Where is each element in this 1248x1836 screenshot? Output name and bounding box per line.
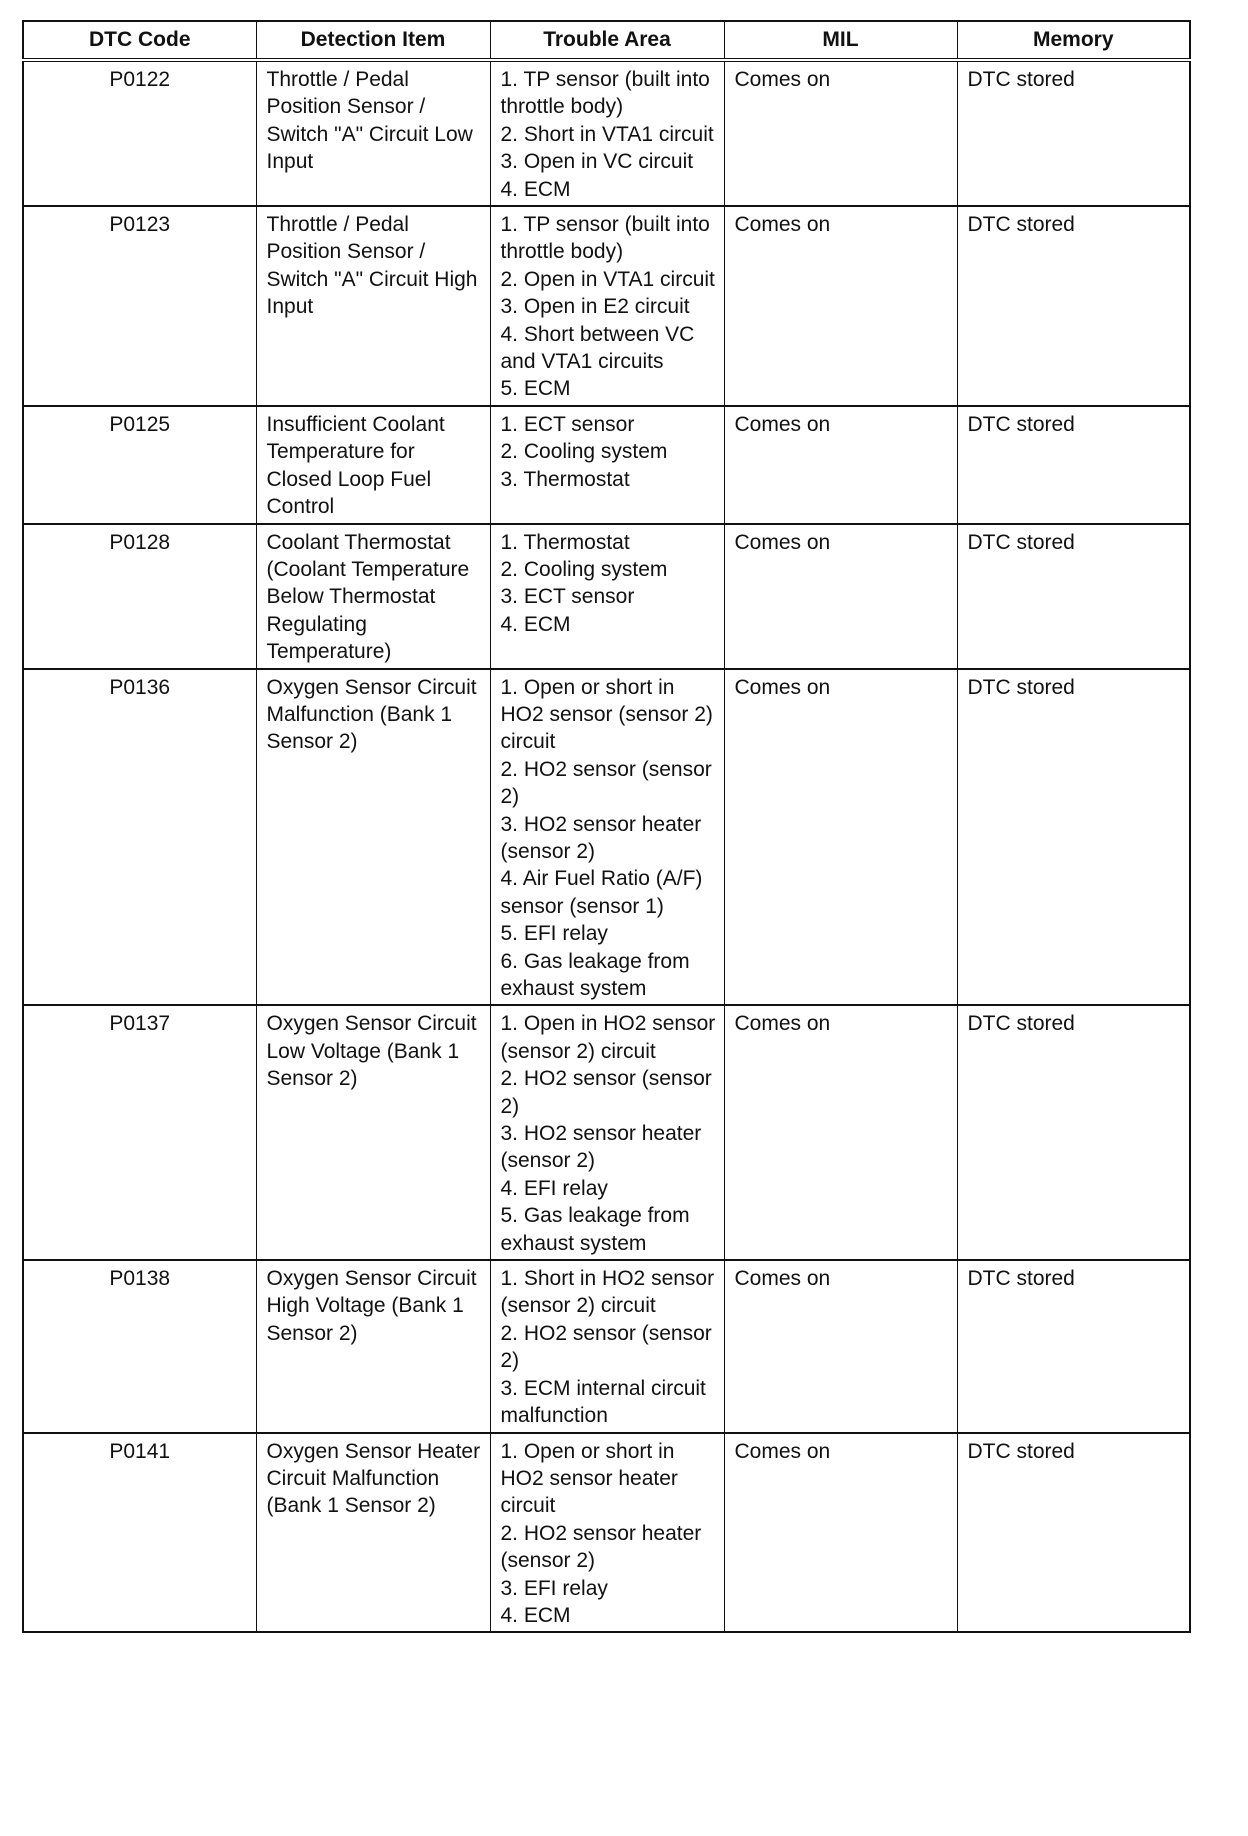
trouble-area-item: 3. Thermostat — [500, 467, 630, 491]
trouble-area-item: 3. HO2 sensor heater (sensor 2) — [500, 1122, 702, 1173]
memory-cell: DTC stored — [957, 1260, 1190, 1432]
dtc-code-cell: P0123 — [23, 206, 256, 406]
trouble-area-cell — [490, 1005, 724, 1260]
dtc-code-cell: P0137 — [23, 1005, 256, 1260]
table-row — [23, 406, 1190, 524]
mil-cell: Comes on — [724, 1005, 957, 1260]
header-row — [23, 21, 1190, 60]
trouble-area-item: 2. Cooling system — [500, 557, 668, 581]
table-row — [23, 206, 1190, 406]
table-row — [23, 1433, 1190, 1633]
trouble-area-item: 5. EFI relay — [500, 922, 608, 946]
table-row — [23, 60, 1190, 206]
memory-cell: DTC stored — [957, 524, 1190, 669]
table-row — [23, 1260, 1190, 1432]
mil-cell: Comes on — [724, 60, 957, 206]
trouble-area-item: 1. Open in HO2 sensor (sensor 2) circuit — [500, 1012, 716, 1063]
detection-item-cell: Oxygen Sensor Heater Circuit Malfunction (Bank 1 Sensor 2) — [256, 1433, 490, 1633]
trouble-area-item: 1. Thermostat — [500, 530, 630, 554]
detection-item-cell: Oxygen Sensor Circuit Low Voltage (Bank 1 Sensor 2) — [256, 1005, 490, 1260]
trouble-area-item: 4. EFI relay — [500, 1176, 608, 1200]
trouble-area-item: 3. Open in E2 circuit — [500, 295, 690, 319]
detection-item-cell: Insufficient Coolant Temperature for Closed Loop Fuel Control — [256, 406, 490, 524]
trouble-area-item: 3. HO2 sensor heater (sensor 2) — [500, 812, 702, 863]
trouble-area-item: 1. TP sensor (built into throttle body) — [500, 68, 710, 119]
trouble-area-item: 2. HO2 sensor heater (sensor 2) — [500, 1521, 702, 1573]
mil-cell: Comes on — [724, 406, 957, 524]
dtc-code-cell: P0138 — [23, 1260, 256, 1432]
mil-cell: Comes on — [724, 524, 957, 669]
trouble-area-item: 3. ECT sensor — [500, 585, 635, 609]
dtc-code-cell: P0141 — [23, 1433, 256, 1633]
trouble-area-item: 3. Open in VC circuit — [500, 150, 694, 174]
table-row — [23, 1005, 1190, 1260]
trouble-area-item: 1. Open or short in HO2 sensor (sensor 2) circuit — [500, 675, 713, 754]
trouble-area-item: 4. ECM — [500, 1603, 571, 1627]
detection-item-cell: Oxygen Sensor Circuit Malfunction (Bank 1 Sensor 2) — [256, 669, 490, 1006]
dtc-code-cell: P0122 — [23, 60, 256, 206]
header-detection-item: Detection Item — [256, 21, 490, 60]
trouble-area-item: 6. Gas leakage from exhaust system — [500, 949, 690, 1000]
trouble-area-item: 2. Short in VTA1 circuit — [500, 122, 714, 146]
trouble-area-item: 2. Open in VTA1 circuit — [500, 267, 715, 291]
memory-cell: DTC stored — [957, 206, 1190, 406]
trouble-area-item: 2. Cooling system — [500, 440, 668, 464]
memory-cell: DTC stored — [957, 406, 1190, 524]
trouble-area-cell — [490, 60, 724, 206]
trouble-area-item: 5. Gas leakage from exhaust system — [500, 1204, 690, 1255]
detection-item-cell: Coolant Thermostat (Coolant Temperature Below Thermostat Regulating Temperature) — [256, 524, 490, 669]
trouble-area-item: 4. ECM — [500, 177, 571, 201]
trouble-area-item: 2. HO2 sensor (sensor 2) — [500, 757, 712, 809]
trouble-area-item: 5. ECM — [500, 377, 571, 401]
header-dtc-code: DTC Code — [23, 21, 256, 60]
trouble-area-item: 1. Short in HO2 sensor (sensor 2) circuit — [500, 1267, 715, 1318]
trouble-area-cell — [490, 669, 724, 1006]
trouble-area-cell — [490, 1433, 724, 1633]
table-row — [23, 669, 1190, 1006]
trouble-area-cell — [490, 524, 724, 669]
trouble-area-item: 3. EFI relay — [500, 1576, 608, 1600]
dtc-table — [22, 20, 1191, 1633]
trouble-area-item: 1. ECT sensor — [500, 412, 635, 436]
table-body — [23, 60, 1190, 1632]
detection-item-cell: Oxygen Sensor Circuit High Voltage (Bank 1 Sensor 2) — [256, 1260, 490, 1432]
memory-cell: DTC stored — [957, 1433, 1190, 1633]
header-trouble-area: Trouble Area — [490, 21, 724, 60]
detection-item-cell: Throttle / Pedal Position Sensor / Switch "A" Circuit Low Input — [256, 60, 490, 206]
dtc-code-cell: P0125 — [23, 406, 256, 524]
trouble-area-item: 4. Short between VC and VTA1 circuits — [500, 322, 695, 374]
trouble-area-item: 2. HO2 sensor (sensor 2) — [500, 1321, 712, 1373]
dtc-code-cell: P0136 — [23, 669, 256, 1006]
memory-cell: DTC stored — [957, 60, 1190, 206]
trouble-area-item: 1. Open or short in HO2 sensor heater circuit — [500, 1439, 678, 1518]
trouble-area-item: 4. Air Fuel Ratio (A/F) sensor (sensor 1) — [500, 867, 703, 918]
mil-cell: Comes on — [724, 1433, 957, 1633]
table-row — [23, 524, 1190, 669]
memory-cell: DTC stored — [957, 1005, 1190, 1260]
trouble-area-cell — [490, 406, 724, 524]
mil-cell: Comes on — [724, 206, 957, 406]
header-memory: Memory — [957, 21, 1190, 60]
trouble-area-item: 4. ECM — [500, 612, 571, 636]
detection-item-cell: Throttle / Pedal Position Sensor / Switch "A" Circuit High Input — [256, 206, 490, 406]
trouble-area-cell — [490, 206, 724, 406]
mil-cell: Comes on — [724, 669, 957, 1006]
mil-cell: Comes on — [724, 1260, 957, 1432]
header-mil: MIL — [724, 21, 957, 60]
trouble-area-item: 3. ECM internal circuit malfunction — [500, 1376, 706, 1428]
trouble-area-item: 2. HO2 sensor (sensor 2) — [500, 1067, 712, 1118]
dtc-code-cell: P0128 — [23, 524, 256, 669]
trouble-area-item: 1. TP sensor (built into throttle body) — [500, 213, 710, 264]
trouble-area-cell — [490, 1260, 724, 1432]
memory-cell: DTC stored — [957, 669, 1190, 1006]
